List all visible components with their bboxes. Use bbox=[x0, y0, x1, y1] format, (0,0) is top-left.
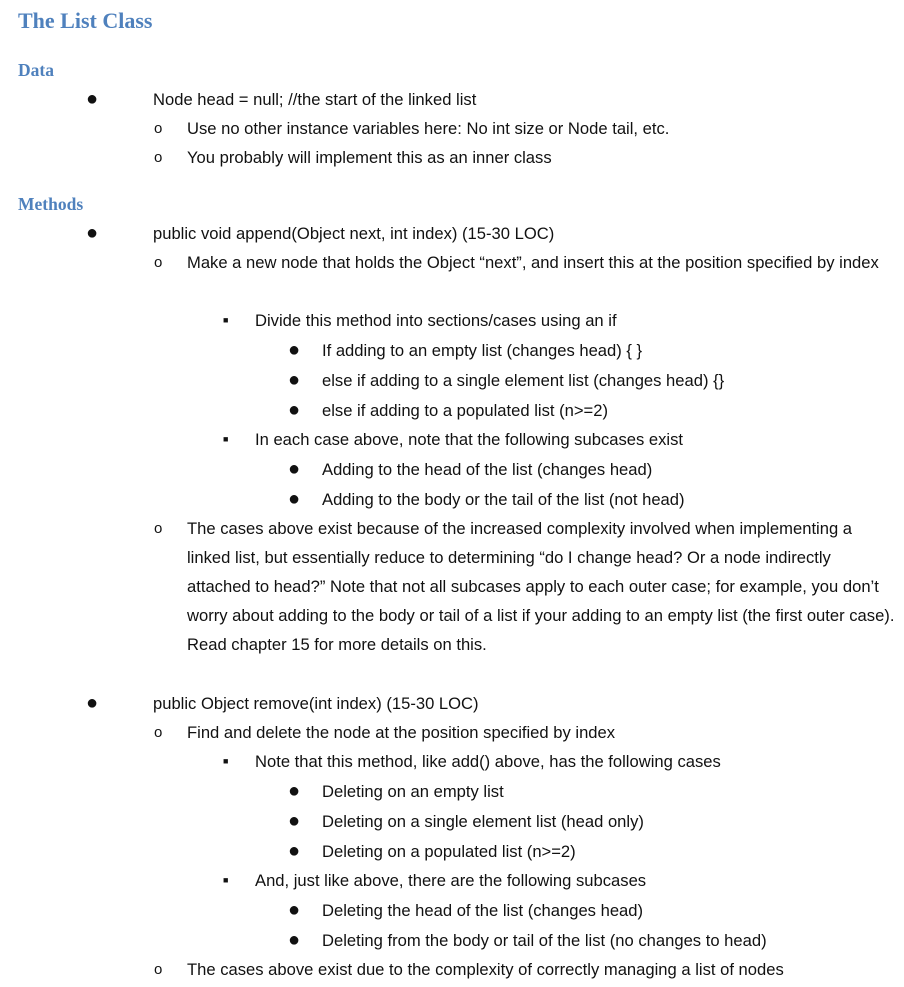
circle-bullet-icon: o bbox=[154, 254, 163, 271]
remove-signature: public Object remove(int index) (15-30 LOC) bbox=[153, 694, 479, 713]
append-case: If adding to an empty list (changes head) { } bbox=[322, 341, 643, 360]
circle-bullet-icon: o bbox=[154, 120, 163, 137]
data-heading: Data bbox=[18, 60, 54, 80]
bullet-icon: ● bbox=[288, 458, 301, 480]
circle-bullet-icon: o bbox=[154, 724, 163, 741]
bullet-icon: ● bbox=[86, 88, 99, 110]
bullet-icon: ● bbox=[86, 692, 99, 714]
append-subcases-intro: In each case above, note that the following subcases exist bbox=[255, 430, 684, 449]
bullet-icon: ● bbox=[288, 810, 301, 832]
append-subcase: Adding to the head of the list (changes head) bbox=[322, 460, 653, 479]
bullet-icon: ● bbox=[288, 399, 301, 421]
append-explanation: The cases above exist because of the increased complexity involved when implementing a linked list, but essentially reduce to determining “do I change head? Or a node indirectly attached to head?” Note that not all subcases apply to each outer case; for example, you don’t worry about adding to the body or tail of a list if your adding to an empty list (the first outer case). Read chapter 15 for more details on this. bbox=[187, 519, 895, 654]
bullet-icon: ● bbox=[288, 780, 301, 802]
page-title: The List Class bbox=[18, 8, 153, 33]
square-bullet-icon: ■ bbox=[223, 875, 229, 885]
bullet-icon: ● bbox=[288, 840, 301, 862]
append-divide: Divide this method into sections/cases using an if bbox=[255, 311, 617, 330]
methods-heading: Methods bbox=[18, 194, 84, 214]
bullet-icon: ● bbox=[288, 488, 301, 510]
remove-case: Deleting on a populated list (n>=2) bbox=[322, 842, 576, 861]
square-bullet-icon: ■ bbox=[223, 434, 229, 444]
circle-bullet-icon: o bbox=[154, 520, 163, 537]
append-signature: public void append(Object next, int index) (15-30 LOC) bbox=[153, 224, 555, 243]
remove-description: Find and delete the node at the position specified by index bbox=[187, 723, 616, 742]
remove-case: Deleting on an empty list bbox=[322, 782, 504, 801]
remove-explanation: The cases above exist due to the complexity of correctly managing a list of nodes bbox=[187, 960, 784, 979]
bullet-icon: ● bbox=[288, 899, 301, 921]
append-description: Make a new node that holds the Object “next”, and insert this at the position specified by index bbox=[187, 253, 879, 272]
bullet-icon: ● bbox=[288, 929, 301, 951]
square-bullet-icon: ■ bbox=[223, 756, 229, 766]
append-case: else if adding to a single element list (changes head) {} bbox=[322, 371, 725, 390]
remove-note: Note that this method, like add() above, has the following cases bbox=[255, 752, 721, 771]
remove-subcases-intro: And, just like above, there are the following subcases bbox=[255, 871, 647, 890]
append-case: else if adding to a populated list (n>=2) bbox=[322, 401, 608, 420]
circle-bullet-icon: o bbox=[154, 961, 163, 978]
bullet-icon: ● bbox=[86, 222, 99, 244]
append-subcase: Adding to the body or the tail of the list (not head) bbox=[322, 490, 685, 509]
data-sub-item: You probably will implement this as an inner class bbox=[187, 148, 552, 167]
circle-bullet-icon: o bbox=[154, 149, 163, 166]
remove-subcase: Deleting the head of the list (changes head) bbox=[322, 901, 644, 920]
bullet-icon: ● bbox=[288, 339, 301, 361]
remove-case: Deleting on a single element list (head only) bbox=[322, 812, 644, 831]
remove-subcase: Deleting from the body or tail of the list (no changes to head) bbox=[322, 931, 767, 950]
bullet-icon: ● bbox=[288, 369, 301, 391]
data-item-head: Node head = null; //the start of the linked list bbox=[153, 90, 477, 109]
data-sub-item: Use no other instance variables here: No int size or Node tail, etc. bbox=[187, 119, 670, 138]
square-bullet-icon: ■ bbox=[223, 315, 229, 325]
